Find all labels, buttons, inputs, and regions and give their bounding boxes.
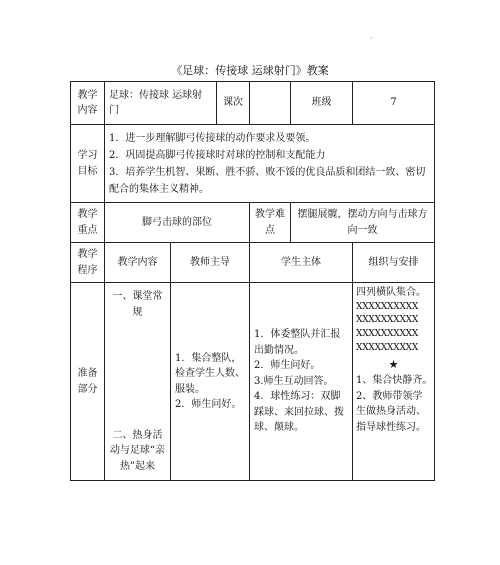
teacher-line: 2．师生问好。 [175,399,242,410]
teacher-star-icon: ★ [388,358,399,372]
label-focus: 教学重点 [71,203,105,243]
prep-org-cell [353,283,435,481]
label-class: 课次 [217,82,250,125]
student-line: 1．体委整队并汇报出勤情况。 [254,329,341,356]
prep-student-cell [250,283,353,481]
label-goals: 学习目标 [71,125,105,203]
page-title: 《足球：传接球 运球射门》教案 [171,64,329,77]
formation-row: XXXXXXXXXX [356,315,419,326]
goal-line: 3．培养学生机智、果断、胜不骄、败不馁的优良品质和团结一致、密切 [109,166,426,178]
prep-content-cell [105,283,171,481]
goals-list [105,125,435,203]
label-grade: 班级 [291,82,353,125]
label-procedure: 教学程序 [71,243,105,283]
prep-content-2: 二、热身活动与足球“亲热”起来 [109,429,166,472]
teacher-line: 1．集合整队，检查学生人数、服装。 [175,352,245,395]
col-header-teacher: 教师主导 [171,243,250,283]
grade-value: 7 [353,82,435,125]
goal-line: 1．进一步理解脚弓传接球的动作要求及要领。 [109,132,316,144]
goal-line: 2．巩固提高脚弓传接球时对球的控制和支配能力 [109,149,326,161]
goal-line: 配合的集体主义精神。 [109,183,209,195]
formation-row: XXXXXXXXXX [356,343,419,354]
content-value: 足球：传接球 运球射门 [105,82,217,125]
label-content: 教学内容 [71,82,105,125]
student-line: 3.师生互动回答。 [254,375,334,387]
label-difficulty: 教学难点 [250,203,291,243]
org-note: 2、教师带领学生做热身活动、指导球性练习。 [356,390,426,433]
prep-teacher-cell [171,283,250,481]
org-note: 1、集合快静齐。 [356,375,433,387]
col-header-org: 组织与安排 [353,243,435,283]
col-header-content: 教学内容 [105,243,171,283]
focus-value: 脚弓击球的部位 [105,203,250,243]
col-header-student: 学生主体 [250,243,353,283]
row-procedure-header [71,243,435,283]
student-line: 2．师生问好。 [254,360,321,372]
student-line: 4．球性练习：双脚踩球、来回拉球、拨球、颠球。 [254,391,344,434]
row-focus [71,203,435,243]
formation-row: XXXXXXXXXX [356,301,419,312]
org-title: 四列横队集合。 [356,287,426,298]
row-goals [71,125,435,203]
lesson-plan-table [70,81,435,481]
difficulty-value: 摆腿展髋，摆动方向与击球方向一致 [291,203,435,243]
class-value [250,82,291,125]
dot-mark: · [370,34,373,43]
prep-content-1: 一、课堂常规 [112,291,163,318]
row-prep [71,283,435,481]
label-prep: 准备部分 [71,283,105,481]
formation-row: XXXXXXXXXX [356,329,419,340]
row-content [71,82,435,125]
